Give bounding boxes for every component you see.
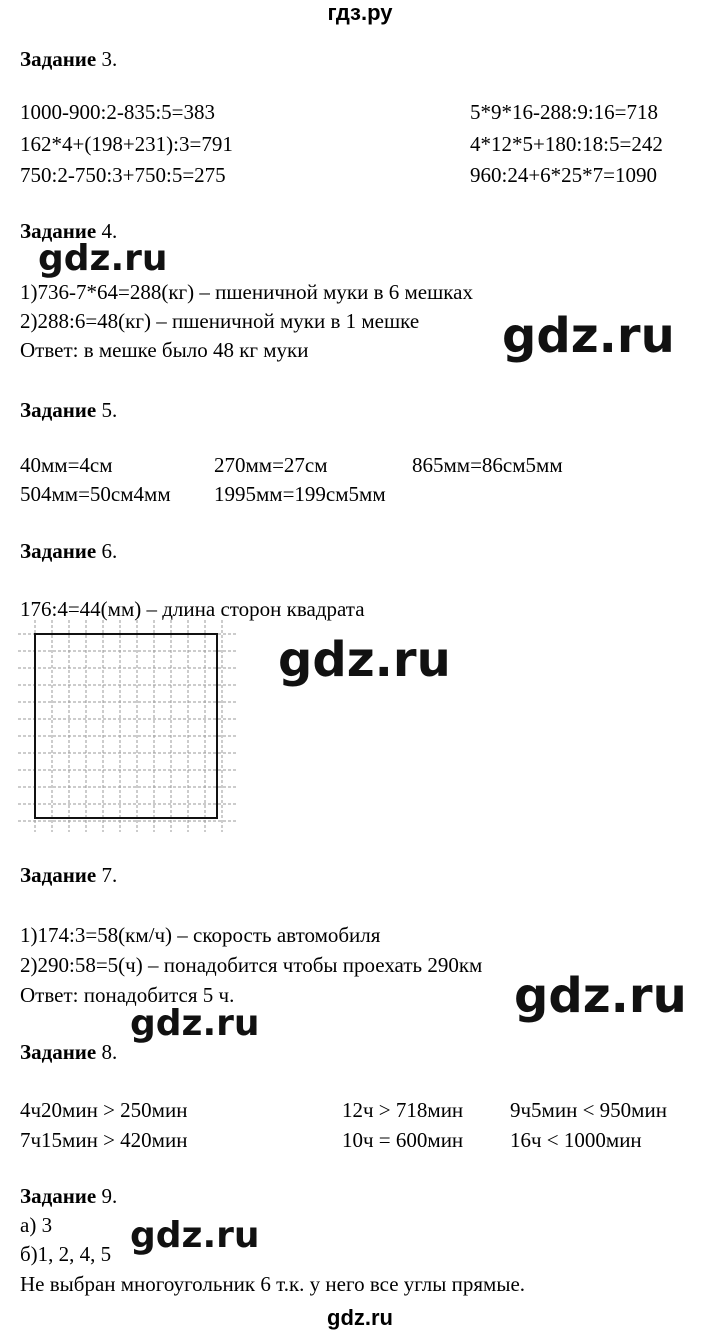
task-9-line-1: а) 3 xyxy=(20,1213,53,1237)
task-4-line-1: 1)736-7*64=288(кг) – пшеничной муки в 6 мешках xyxy=(20,280,474,304)
task-3-left-2: 162*4+(198+231):3=791 xyxy=(20,132,233,156)
task-6-line: 176:4=44(мм) – длина сторон квадрата xyxy=(20,597,365,621)
task-6-heading: Задание 6. xyxy=(20,539,118,563)
task-8-row1-2: 12ч > 718мин xyxy=(342,1098,464,1122)
task-9-heading: Задание 9. xyxy=(20,1184,118,1208)
watermark: gdz.ru xyxy=(130,1215,260,1256)
site-footer: gdz.ru xyxy=(327,1305,393,1330)
task-7-line-2: 2)290:58=5(ч) – понадобится чтобы проехать 290км xyxy=(20,953,483,977)
site-header: гдз.ру xyxy=(327,0,393,25)
task-9-line-2: б)1, 2, 4, 5 xyxy=(20,1242,112,1266)
watermark: gdz.ru xyxy=(514,968,687,1024)
task-5-heading: Задание 5. xyxy=(20,398,118,422)
task-5-row1-3: 865мм=86см5мм xyxy=(412,453,563,477)
task-3-left-1: 1000-900:2-835:5=383 xyxy=(20,100,215,124)
task-3-right-1: 5*9*16-288:9:16=718 xyxy=(470,100,659,124)
task-8-row2-1: 7ч15мин > 420мин xyxy=(20,1128,188,1152)
task-5-row2-1: 504мм=50см4мм xyxy=(20,482,171,506)
watermark: gdz.ru xyxy=(278,632,451,688)
task-5-row1-1: 40мм=4см xyxy=(20,453,113,477)
square-outline xyxy=(35,634,217,818)
task-4-heading: Задание 4. xyxy=(20,219,118,243)
watermark: gdz.ru xyxy=(502,308,675,364)
task-8-row1-3: 9ч5мин < 950мин xyxy=(510,1098,667,1122)
task-9-line-3: Не выбран многоугольник 6 т.к. у него все углы прямые. xyxy=(20,1272,526,1296)
task-3-left-3: 750:2-750:3+750:5=275 xyxy=(20,163,226,187)
task-7-heading: Задание 7. xyxy=(20,863,118,887)
task-3-heading: Задание 3. xyxy=(20,47,118,71)
task-7-line-1: 1)174:3=58(км/ч) – скорость автомобиля xyxy=(20,923,381,947)
task-4-line-2: 2)288:6=48(кг) – пшеничной муки в 1 мешке xyxy=(20,309,420,333)
watermark: gdz.ru xyxy=(38,238,168,279)
task-8-row1-1: 4ч20мин > 250мин xyxy=(20,1098,188,1122)
task-8-row2-2: 10ч = 600мин xyxy=(342,1128,464,1152)
task-4-line-3: Ответ: в мешке было 48 кг муки xyxy=(20,338,309,362)
watermark: gdz.ru xyxy=(130,1003,260,1044)
task-3-right-3: 960:24+6*25*7=1090 xyxy=(470,163,658,187)
task-7-line-3: Ответ: понадобится 5 ч. xyxy=(20,983,235,1007)
task-3-right-2: 4*12*5+180:18:5=242 xyxy=(470,132,663,156)
task-5-row1-2: 270мм=27см xyxy=(214,453,328,477)
task-8-row2-3: 16ч < 1000мин xyxy=(510,1128,642,1152)
grid-lines xyxy=(18,620,238,832)
task-5-row2-2: 1995мм=199см5мм xyxy=(214,482,386,506)
square-drawing xyxy=(18,620,238,832)
task-8-heading: Задание 8. xyxy=(20,1040,118,1064)
